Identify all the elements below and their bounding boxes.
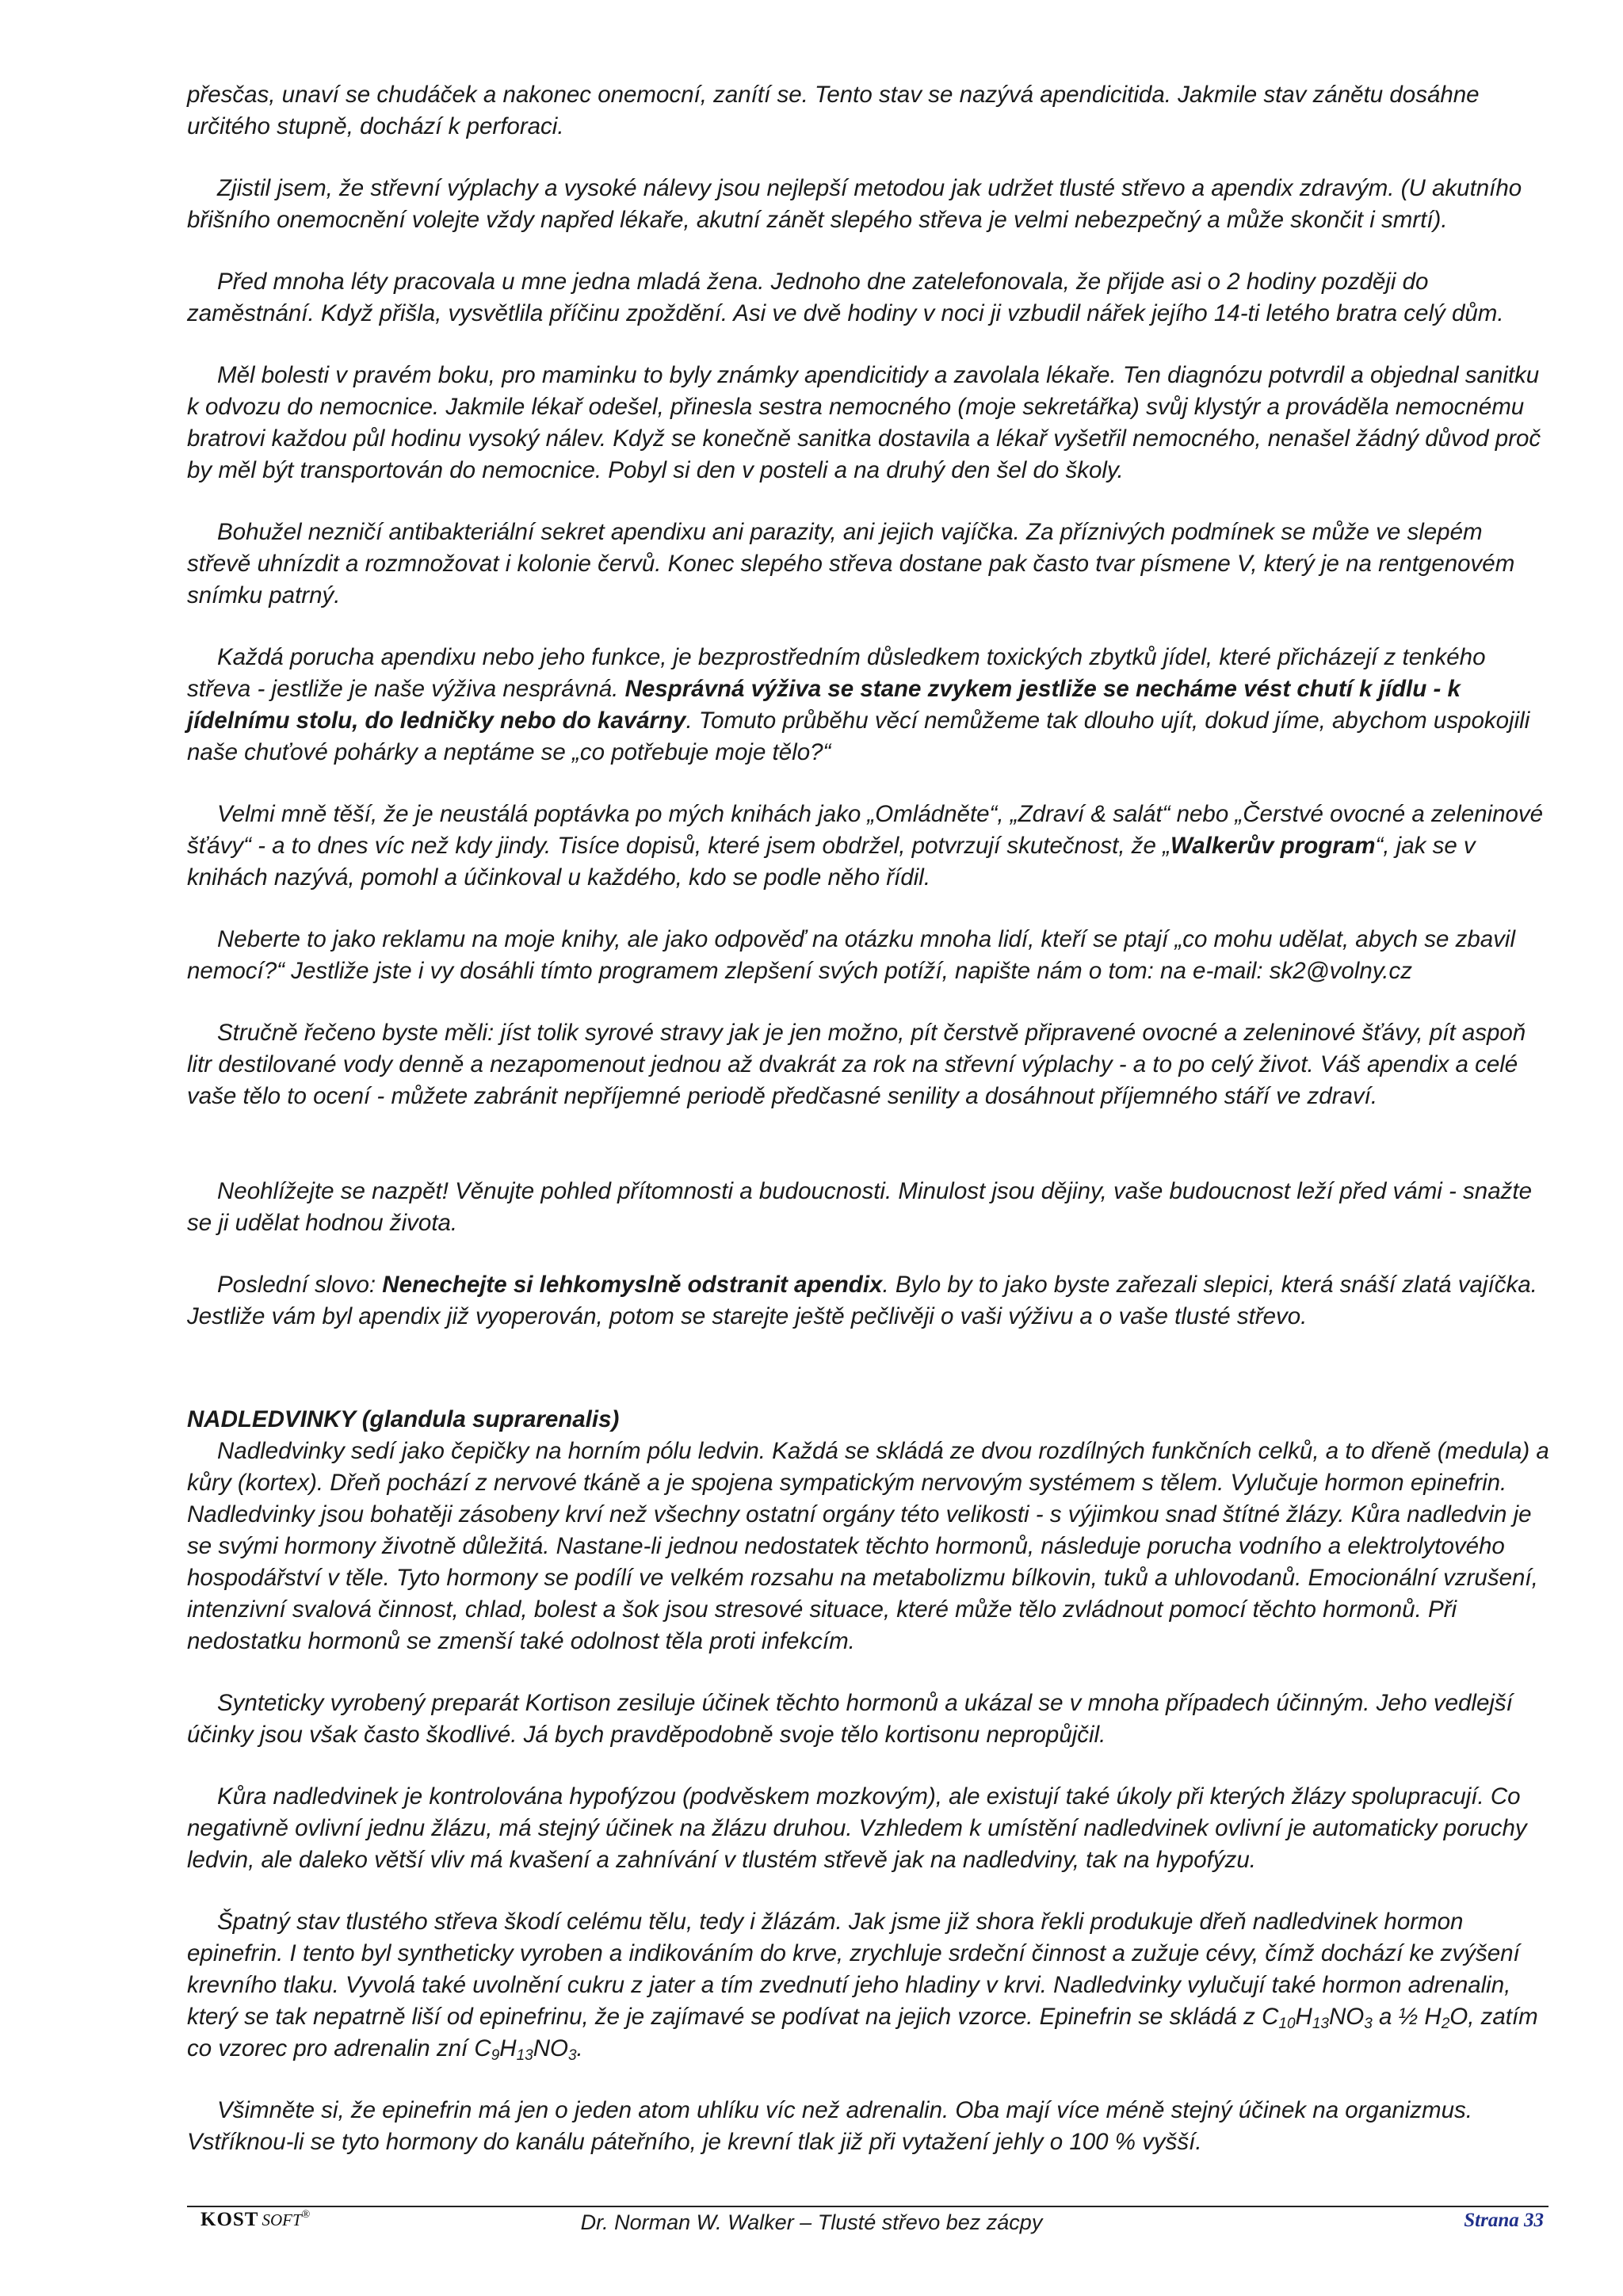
paragraph bbox=[187, 1906, 1550, 2065]
registered-mark: ® bbox=[301, 2209, 311, 2221]
paragraph bbox=[187, 799, 1550, 894]
footer-divider bbox=[187, 2206, 1549, 2207]
paragraph: přesčas, unaví se chudáček a nakonec onemocní, zanítí se. Tento stav se nazývá apendicitida. Jakmile stav zánětu dosáhne určitého stupně, dochází k perforaci. bbox=[187, 82, 1480, 139]
emphasis-text: Walkerův program bbox=[1170, 833, 1376, 859]
formula-text: H bbox=[1295, 2004, 1312, 2030]
logo-sub-text: SOFT bbox=[262, 2210, 302, 2229]
subscript: 13 bbox=[516, 2047, 533, 2064]
paragraph: Před mnoha léty pracovala u mne jedna mladá žena. Jednoho dne zatelefonovala, že přijde asi o 2 hodiny později do zaměstnání. Když přišla, vysvětlila příčinu zpoždění. Asi ve dvě hodiny v noci ji vzbudil nářek jejího 14-ti letého bratra celý dům. bbox=[187, 269, 1504, 326]
paragraph: Všimněte si, že epinefrin má jen o jeden atom uhlíku víc než adrenalin. Oba mají více méně stejný účinek na organizmus. Vstříknou-li se tyto hormony do kanálu páteřního, je krevní tlak již při vytažení jehly o 100 % vyšší. bbox=[187, 2097, 1472, 2155]
paragraph bbox=[187, 642, 1550, 769]
subscript: 3 bbox=[567, 2047, 577, 2064]
paragraph: Bohužel nezničí antibakteriální sekret apendixu ani parazity, ani jejich vajíčka. Za příznivých podmínek se může ve slepém střevě uhnízdit a rozmnožovat i kolonie červů. Konec slepého střeva dostane pak často tvar písmene V, který je na rentgenovém snímku patrný. bbox=[187, 519, 1515, 608]
emphasis-text: Nenechejte si lehkomyslně odstranit apendix bbox=[382, 1272, 883, 1298]
formula-text: NO bbox=[533, 2035, 568, 2061]
paragraph-text: Každá porucha apendixu nebo jeho funkce, je bezprostředním důsledkem toxických zbytků jídel, které přicházejí z tenkého střeva - jestliže je naše výživa nesprávná. bbox=[187, 644, 1486, 702]
paragraph: Neohlížejte se nazpět! Věnujte pohled přítomnosti a budoucnosti. Minulost jsou dějiny, vaše budoucnost leží před vámi - snažte se ji udělat hodnou života. bbox=[187, 1178, 1532, 1236]
formula-text: H bbox=[499, 2035, 517, 2061]
paragraph-text: Poslední slovo: bbox=[217, 1272, 383, 1298]
page-body bbox=[187, 79, 1550, 2188]
paragraph: Stručně řečeno byste měli: jíst tolik syrové stravy jak je jen možno, pít čerstvě připravené ovocné a zeleninové šťávy, pít aspoň litr destilované vody denně a nezapomenout jednou až dvakrát za rok na střevní výplachy - a to po celý život. Váš apendix a celé vaše tělo to ocení - můžete zabránit nepříjemné periodě předčasné senility a dosáhnout příjemného stáří ve zdraví. bbox=[187, 1020, 1526, 1109]
formula-text: NO bbox=[1328, 2004, 1365, 2030]
paragraph bbox=[187, 1269, 1550, 1333]
logo-main-text: KOST bbox=[200, 2209, 259, 2230]
subscript: 2 bbox=[1441, 2016, 1450, 2032]
subscript: 10 bbox=[1278, 2016, 1296, 2032]
formula-text: O, zatím co vzorec pro adrenalin zní C bbox=[187, 2004, 1538, 2061]
paragraph: Měl bolesti v pravém boku, pro maminku to byly známky apendicitidy a zavolala lékaře. Ten diagnózu potvrdil a objednal sanitku k odvozu do nemocnice. Jakmile lékař odešel, přinesla sestra nemocného (moje sekretářka) svůj klystýr a prováděla nemocnému bratrovi každou půl hodinu vysoký nálev. Když se konečně sanitka dostavila a lékař vyšetřil nemocného, nenašel žádný důvod proč by měl být transportován do nemocnice. Pobyl si den v posteli a na druhý den šel do školy. bbox=[187, 362, 1541, 483]
paragraph: Nadledvinky sedí jako čepičky na horním pólu ledvin. Každá se skládá ze dvou rozdílných funkčních celků, a to dřeně (medula) a kůry (kortex). Dřeň pochází z nervové tkáně a je spojena sympatickým nervovým systémem s tělem. Vylučuje hormon epinefrin. Nadledvinky jsou bohatěji zásobeny krví než všechny ostatní orgány této velikosti - s výjimkou snad štítné žlázy. Kůra nadledvin je se svými hormony životně důležitá. Nastane-li jednou nedostatek těchto hormonů, následuje porucha vodního a elektrolytového hospodářství v těle. Tyto hormony se podílí ve velkém rozsahu na metabolizmu bílkovin, tuků a uhlovodanů. Emocionální vzrušení, intenzivní svalová činnost, chlad, bolest a šok jsou stresové situace, které může tělo zvládnout pomocí těchto hormonů. Při nedostatku hormonů se zmenší také odolnost těla proti infekcím. bbox=[187, 1438, 1549, 1654]
paragraph-text: . Tomuto průběhu věcí nemůžeme tak dlouho ujít, dokud jíme, abychom uspokojili naše chuťové pohárky a neptáme se „co potřebuje moje tělo?“ bbox=[187, 707, 1530, 765]
section-heading: NADLEDVINKY (glandula suprarenalis) bbox=[187, 1406, 620, 1432]
paragraph: Kůra nadledvinek je kontrolována hypofýzou (podvěskem mozkovým), ale existují také úkoly při kterých žlázy spolupracují. Co negativně ovlivní jednu žlázu, má stejný účinek na žlázu druhou. Vzhledem k umístění nadledvinek ovlivní je automaticky poruchy ledvin, ale daleko větší vliv má kvašení a zahnívání v tlustém střevě jak na nadledviny, tak na hypofýzu. bbox=[187, 1783, 1527, 1873]
paragraph: Synteticky vyrobený preparát Kortison zesiluje účinek těchto hormonů a ukázal se v mnoha případech účinným. Jeho vedlejší účinky jsou však často škodlivé. Já bych pravděpodobně svoje tělo kortisonu nepropůjčil. bbox=[187, 1690, 1513, 1748]
paragraph: Zjistil jsem, že střevní výplachy a vysoké nálevy jsou nejlepší metodou jak udržet tlusté střevo a apendix zdravým. (U akutního břišního onemocnění volejte vždy napřed lékaře, akutní zánět slepého střeva je velmi nebezpečný a může skončit i smrtí). bbox=[187, 175, 1522, 233]
footer-title: Dr. Norman W. Walker – Tlusté střevo bez zácpy bbox=[580, 2210, 1043, 2234]
paragraph-text: Špatný stav tlustého střeva škodí celému tělu, tedy i žlázám. Jak jsme již shora řekli produkuje dřeň nadledvinek hormon epinefrin. I tento byl syntheticky vyroben a indikováním do krve, zrychluje srdeční činnost a zužuje cévy, čímž dochází ke zvýšení krevního tlaku. Vyvolá také uvolnění cukru z jater a tím zvednutí jeho hladiny v krvi. Nadledvinky vylučují také hormon adrenalin, který se tak nepatrně liší od epinefrinu, že je zajímavé se podívat na jejich vzorce. Epinefrin se skládá z C bbox=[187, 1909, 1520, 2030]
page-number: Strana 33 bbox=[1464, 2210, 1544, 2231]
subscript: 3 bbox=[1364, 2016, 1373, 2032]
subscript: 9 bbox=[491, 2047, 500, 2064]
paragraph-text: “, jak se v knihách nazývá, pomohl a účinkoval u každého, kdo se podle něho řídil. bbox=[187, 833, 1476, 891]
paragraph-text: . bbox=[576, 2035, 583, 2061]
subscript: 13 bbox=[1312, 2016, 1329, 2032]
paragraph-text: Velmi mně těší, že je neustálá poptávka po mých knihách jako „Omládněte“, „Zdraví & salát“ nebo „Čerstvé ovocné a zeleninové šťávy“ - a to dnes víc než kdy jindy. Tisíce dopisů, které jsem obdržel, potvrzují skutečnost, že „ bbox=[187, 801, 1544, 859]
paragraph: Neberte to jako reklamu na moje knihy, ale jako odpověď na otázku mnoha lidí, kteří se ptají „co mohu udělat, abych se zbavil nemocí?“ Jestliže jste i vy dosáhli tímto programem zlepšení svých potíží, napište nám o tom: na e-mail: sk2@volny.cz bbox=[187, 926, 1515, 984]
emphasis-text: Nesprávná výživa se stane zvykem jestliže se necháme vést chutí k jídlu - k jídelnímu stolu, do ledničky nebo do kavárny bbox=[187, 676, 1461, 734]
formula-text: a ½ H bbox=[1372, 2004, 1442, 2030]
paragraph-text: . Bylo by to jako byste zařezali slepici, která snáší zlatá vajíčka. Jestliže vám byl apendix již vyoperován, potom se starejte ještě pečlivěji o vaši výživu a o vaše tlusté střevo. bbox=[187, 1272, 1537, 1329]
